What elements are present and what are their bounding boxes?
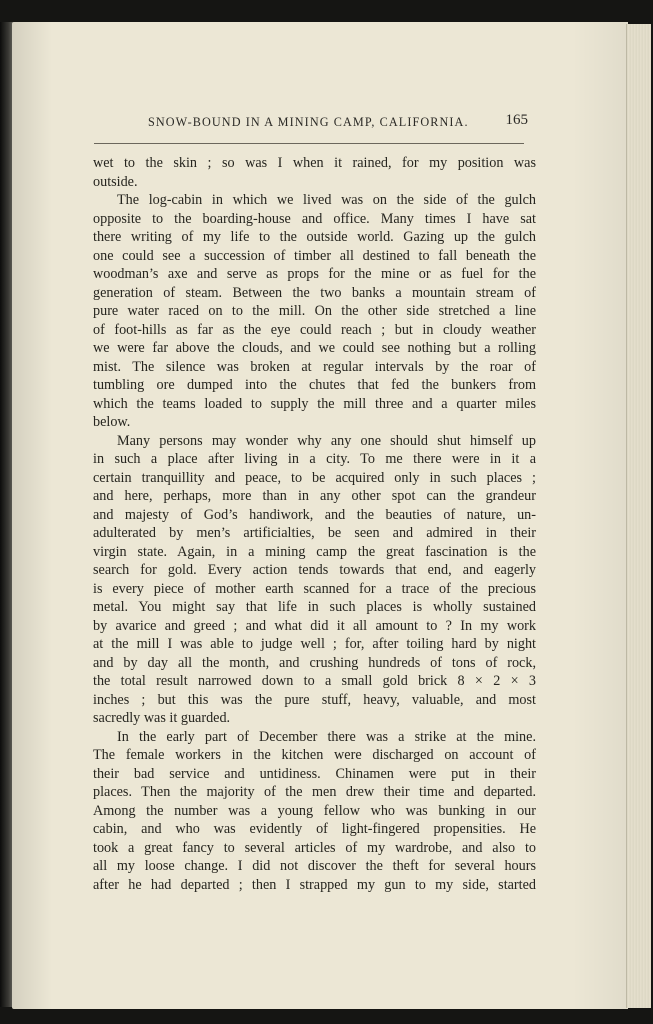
text-line: one could see a succession of timber all destined to fall beneath the <box>93 247 536 264</box>
text-line: we were far above the clouds, and we could see nothing but a rolling <box>93 340 536 356</box>
text-line: Many persons may wonder why any one should shut himself up <box>117 432 536 449</box>
text-line: virgin state. Again, in a mining camp the great fascination is the <box>93 543 536 560</box>
text-line: wet to the skin ; so was I when it rained, for my position was <box>93 155 536 171</box>
text-line: below. <box>93 414 131 430</box>
text-line: took a great fancy to several articles of my wardrobe, and also to <box>93 839 536 856</box>
text-line: after he had departed ; then I strapped my gun to my side, started <box>93 876 536 893</box>
text-line: in such a place after living in a city. To me there were in it a <box>93 451 536 467</box>
text-line: adulterated by men’s artificialties, be seen and admired in their <box>93 525 536 541</box>
text-line: pure water raced on to the mill. On the other side stretched a line <box>93 303 536 319</box>
body-text <box>93 154 536 894</box>
running-header <box>148 113 528 133</box>
text-line: opposite to the boarding-house and office. Many times I have sat <box>93 210 536 227</box>
text-line: In the early part of December there was a strike at the mine. <box>117 728 536 745</box>
text-line: search for gold. Every action tends towards that end, and eagerly <box>93 562 536 578</box>
text-line: all my loose change. I did not discover the theft for several hours <box>93 858 536 874</box>
text-line: mist. The silence was broken at regular intervals by the roar of <box>93 358 536 375</box>
text-line: and by day all the month, and crushing hundreds of tons of rock, <box>93 654 536 671</box>
text-line: the total result narrowed down to a small gold brick 8 × 2 × 3 <box>93 673 536 689</box>
text-line: their bad service and untidiness. Chinamen were put in their <box>93 765 536 782</box>
running-header-title: SNOW-BOUND IN A MINING CAMP, CALIFORNIA. <box>148 115 469 129</box>
text-line: The female workers in the kitchen were discharged on account of <box>93 747 536 763</box>
text-line: which the teams loaded to supply the mill three and a quarter miles <box>93 395 536 412</box>
text-line: at the mill I was able to judge well ; for, after toiling hard by night <box>93 636 536 652</box>
text-line: by avarice and greed ; and what did it all amount to ? In my work <box>93 617 536 634</box>
text-line: and here, perhaps, more than in any other spot can the grandeur <box>93 488 536 504</box>
page-edges <box>626 24 651 1008</box>
text-line: certain tranquillity and peace, to be acquired only in such places ; <box>93 469 536 486</box>
text-line: Among the number was a young fellow who was bunking in our <box>93 802 536 819</box>
text-line: places. Then the majority of the men drew their time and departed. <box>93 784 536 800</box>
text-line: outside. <box>93 173 138 190</box>
page-number: 165 <box>505 112 528 128</box>
text-line: of foot-hills as far as the eye could reach ; but in cloudy weather <box>93 321 536 338</box>
text-line: cabin, and who was evidently of light-fingered propensities. He <box>93 821 536 837</box>
text-line: sacredly was it guarded. <box>93 710 231 726</box>
text-line: metal. You might say that life in such places is wholly sustained <box>93 599 536 615</box>
text-line: there writing of my life to the outside world. Gazing up the gulch <box>93 229 536 245</box>
text-line: and majesty of God’s handiwork, and the beauties of nature, un- <box>93 506 536 523</box>
text-line: generation of steam. Between the two banks a mountain stream of <box>93 284 536 301</box>
text-line: inches ; but this was the pure stuff, heavy, valuable, and most <box>93 691 536 708</box>
header-rule <box>94 143 524 144</box>
text-line: woodman’s axe and serve as props for the mine or as fuel for the <box>93 266 536 282</box>
text-line: The log-cabin in which we lived was on the side of the gulch <box>117 192 536 208</box>
text-line: tumbling ore dumped into the chutes that fed the bunkers from <box>93 377 536 393</box>
text-line: is every piece of mother earth scanned for a trace of the precious <box>93 580 536 597</box>
